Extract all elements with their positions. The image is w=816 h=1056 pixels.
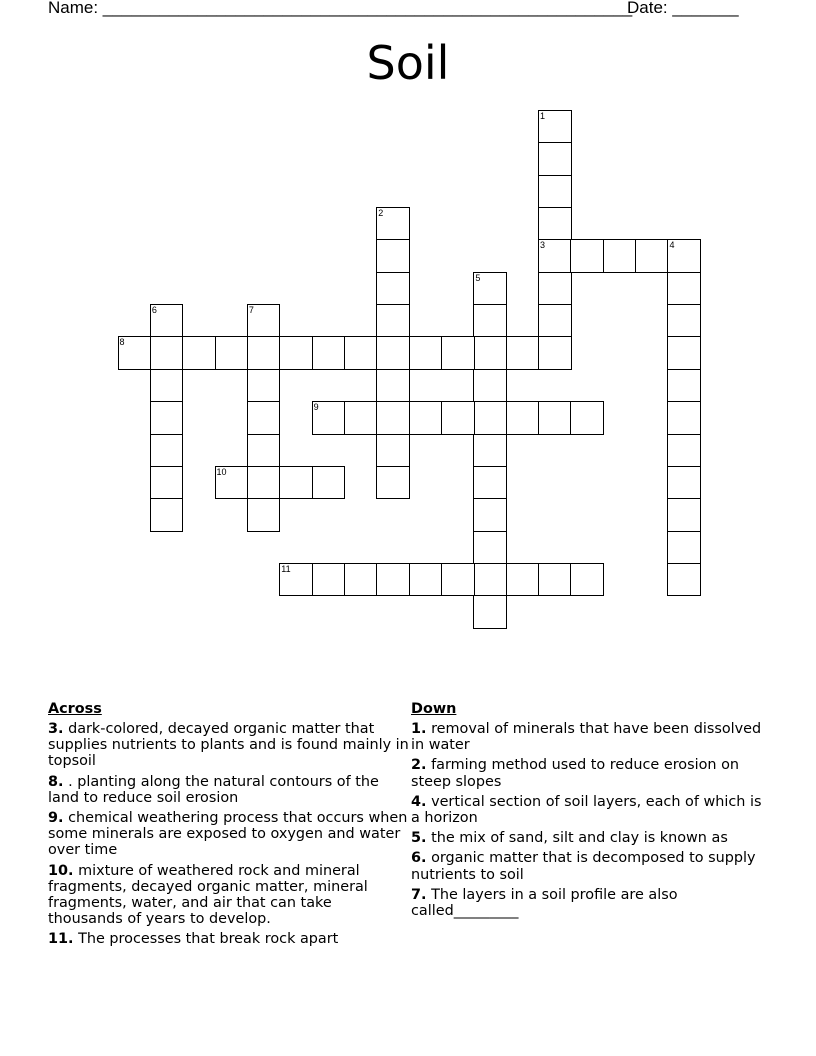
grid-cell[interactable]	[150, 336, 184, 370]
down-clue	[411, 721, 763, 753]
grid-cell[interactable]	[247, 466, 281, 500]
grid-cell[interactable]	[473, 563, 507, 597]
down-clue	[411, 757, 763, 789]
grid-cell[interactable]	[376, 466, 410, 500]
grid-cell[interactable]	[635, 239, 669, 273]
grid-cell[interactable]	[538, 304, 572, 338]
grid-cell[interactable]	[279, 563, 313, 597]
grid-cell[interactable]	[247, 304, 281, 338]
clue-label: 4.	[411, 793, 427, 810]
grid-cell[interactable]	[473, 369, 507, 403]
grid-cell[interactable]	[667, 531, 701, 565]
across-clue	[48, 721, 410, 770]
grid-cell[interactable]	[473, 434, 507, 468]
grid-cell[interactable]	[538, 336, 572, 370]
grid-cell[interactable]	[150, 498, 184, 532]
grid-cell[interactable]	[538, 239, 572, 273]
grid-cell[interactable]	[506, 336, 540, 370]
grid-cell[interactable]	[409, 563, 443, 597]
clue-text: organic matter that is decomposed to supply nutrients to soil	[411, 850, 756, 883]
grid-cell[interactable]	[570, 563, 604, 597]
across-clue	[48, 774, 410, 806]
grid-cell[interactable]	[150, 401, 184, 435]
grid-cell[interactable]	[473, 498, 507, 532]
grid-cell[interactable]	[667, 563, 701, 597]
grid-cell[interactable]	[570, 401, 604, 435]
grid-cell[interactable]	[376, 563, 410, 597]
across-heading: Across	[48, 701, 102, 717]
clue-label: 1.	[411, 721, 427, 737]
down-clue	[411, 794, 763, 826]
clue-label: 11.	[48, 931, 74, 948]
grid-cell[interactable]	[538, 272, 572, 306]
clue-text: chemical weathering process that occurs when some minerals are exposed to oxygen and water over time	[48, 810, 408, 859]
grid-cell[interactable]	[667, 466, 701, 500]
clue-text: farming method used to reduce erosion on steep slopes	[411, 757, 740, 790]
grid-cell[interactable]	[473, 336, 507, 370]
down-heading: Down	[411, 701, 457, 717]
clue-number: 1	[540, 111, 546, 121]
clue-text: The processes that break rock apart	[78, 931, 339, 948]
grid-cell[interactable]	[441, 336, 475, 370]
grid-cell[interactable]	[279, 336, 313, 370]
clue-number: 9	[313, 402, 319, 413]
grid-cell[interactable]	[473, 531, 507, 565]
grid-cell[interactable]	[215, 466, 249, 500]
clue-text: the mix of sand, silt and clay is known as	[431, 830, 728, 847]
grid-cell[interactable]	[667, 434, 701, 468]
grid-cell[interactable]	[376, 401, 410, 435]
grid-cell[interactable]	[344, 401, 378, 435]
grid-cell[interactable]	[667, 336, 701, 370]
grid-cell[interactable]	[376, 207, 410, 241]
grid-cell[interactable]	[667, 369, 701, 403]
grid-cell[interactable]	[538, 207, 572, 241]
grid-cell[interactable]	[538, 175, 572, 209]
grid-cell[interactable]	[150, 369, 184, 403]
grid-cell[interactable]	[473, 466, 507, 500]
grid-cell[interactable]	[215, 336, 249, 370]
grid-cell[interactable]	[441, 563, 475, 597]
clue-number: 2	[378, 208, 384, 219]
grid-cell[interactable]	[150, 304, 184, 338]
clue-number: 6	[151, 305, 157, 316]
clue-number: 7	[248, 305, 254, 316]
across-clues	[48, 701, 410, 952]
grid-cell[interactable]	[312, 466, 346, 500]
grid-cell[interactable]	[150, 434, 184, 468]
grid-cell[interactable]	[247, 498, 281, 532]
grid-cell[interactable]	[279, 466, 313, 500]
grid-cell[interactable]	[344, 563, 378, 597]
clue-label: 10.	[48, 862, 74, 879]
grid-cell[interactable]	[473, 401, 507, 435]
grid-cell[interactable]	[506, 401, 540, 435]
grid-cell[interactable]	[538, 401, 572, 435]
grid-cell[interactable]	[312, 563, 346, 597]
grid-cell[interactable]	[376, 434, 410, 468]
down-clue	[411, 887, 763, 919]
across-clue	[48, 931, 410, 947]
clue-number: 8	[119, 337, 125, 348]
clue-text: . planting along the natural contours of the land to reduce soil erosion	[48, 773, 379, 806]
down-clues	[411, 701, 763, 923]
name-field[interactable]: Name: ________________________________________________________	[48, 0, 633, 17]
grid-cell[interactable]	[247, 434, 281, 468]
down-clue-list	[411, 721, 763, 919]
grid-cell[interactable]	[247, 369, 281, 403]
clue-label: 7.	[411, 886, 427, 903]
grid-cell[interactable]	[312, 401, 346, 435]
grid-cell[interactable]	[538, 110, 572, 144]
across-clue	[48, 863, 410, 928]
grid-cell[interactable]	[473, 304, 507, 338]
clue-number: 11	[281, 563, 291, 574]
clue-text: vertical section of soil layers, each of which is a horizon	[411, 793, 762, 827]
grid-cell[interactable]	[409, 336, 443, 370]
grid-cell[interactable]	[376, 272, 410, 306]
grid-cell[interactable]	[667, 498, 701, 532]
clue-text: removal of minerals that have been dissolved in water	[411, 721, 762, 754]
across-clue-list	[48, 721, 410, 948]
grid-cell[interactable]	[312, 336, 346, 370]
clue-label: 6.	[411, 850, 427, 867]
clue-label: 5.	[411, 830, 427, 847]
clue-number: 10	[216, 466, 227, 477]
across-clue	[48, 810, 410, 859]
grid-cell[interactable]	[667, 304, 701, 338]
grid-cell[interactable]	[247, 336, 281, 370]
grid-cell[interactable]	[538, 142, 572, 176]
grid-cell[interactable]	[150, 466, 184, 500]
down-clue	[411, 850, 763, 882]
clue-label: 9.	[48, 810, 64, 827]
clue-text: mixture of weathered rock and mineral fragments, decayed organic matter, mineral fragments, water, and air that can take thousands of years to develop.	[48, 862, 368, 928]
grid-cell[interactable]	[182, 336, 216, 370]
grid-cell[interactable]	[118, 336, 152, 370]
grid-cell[interactable]	[473, 272, 507, 306]
grid-cell[interactable]	[667, 272, 701, 306]
grid-cell[interactable]	[473, 595, 507, 629]
clue-label: 8.	[48, 773, 64, 790]
grid-cell[interactable]	[538, 563, 572, 597]
grid-cell[interactable]	[667, 401, 701, 435]
clue-number: 4	[669, 240, 675, 251]
puzzle-title: Soil	[366, 36, 450, 90]
grid-cell[interactable]	[441, 401, 475, 435]
date-field[interactable]: Date: _______	[627, 0, 739, 17]
grid-cell[interactable]	[247, 401, 281, 435]
grid-cell[interactable]	[376, 369, 410, 403]
clue-label: 2.	[411, 757, 427, 774]
down-clue	[411, 830, 763, 846]
clue-number: 5	[475, 272, 481, 283]
clue-number: 3	[540, 240, 546, 251]
grid-cell[interactable]	[667, 239, 701, 273]
grid-cell[interactable]	[603, 239, 637, 273]
grid-cell[interactable]	[376, 336, 410, 370]
grid-cell[interactable]	[376, 304, 410, 338]
clue-label: 3.	[48, 721, 64, 737]
grid-cell[interactable]	[570, 239, 604, 273]
clue-text: The layers in a soil profile are also called_________	[411, 886, 678, 920]
grid-cell[interactable]	[409, 401, 443, 435]
grid-cell[interactable]	[506, 563, 540, 597]
clue-text: dark-colored, decayed organic matter that supplies nutrients to plants and is found mainly in topsoil	[48, 721, 409, 770]
grid-cell[interactable]	[344, 336, 378, 370]
grid-cell[interactable]	[376, 239, 410, 273]
